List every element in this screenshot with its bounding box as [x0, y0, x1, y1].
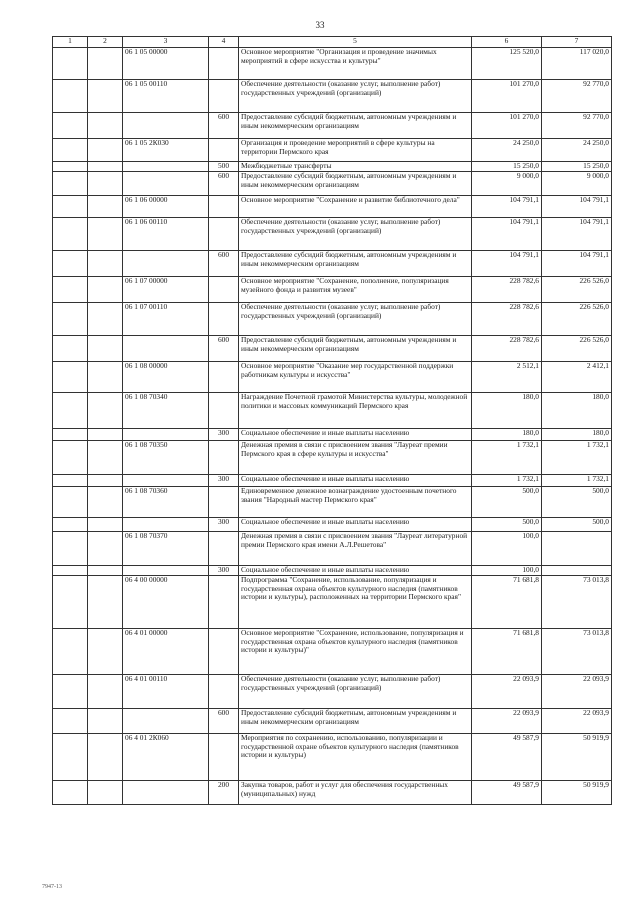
cell-name: Социальное обеспечение и иные выплаты населению [239, 475, 472, 487]
cell-col2 [88, 393, 123, 429]
cell-amount-1: 101 270,0 [472, 113, 542, 139]
cell-amount-1: 100,0 [472, 532, 542, 566]
table-row [53, 277, 612, 303]
cell-name: Закупка товаров, работ и услуг для обеспечения государственных (муниципальных) нужд [239, 781, 472, 805]
table-row [53, 518, 612, 532]
cell-col1 [53, 429, 88, 441]
cell-code: 06 1 05 2К030 [123, 139, 209, 162]
column-header: 3 [123, 37, 209, 48]
cell-col1 [53, 196, 88, 218]
cell-col2 [88, 475, 123, 487]
cell-code: 06 1 05 00110 [123, 80, 209, 113]
cell-amount-2: 50 919,9 [542, 781, 612, 805]
cell-code [123, 251, 209, 277]
cell-col2 [88, 172, 123, 196]
cell-col1 [53, 303, 88, 336]
cell-expense-type [209, 80, 239, 113]
cell-name: Социальное обеспечение и иные выплаты населению [239, 518, 472, 532]
column-header: 4 [209, 37, 239, 48]
cell-amount-2: 180,0 [542, 393, 612, 429]
cell-amount-1: 180,0 [472, 393, 542, 429]
cell-col2 [88, 629, 123, 675]
cell-name: Обеспечение деятельности (оказание услуг, выполнение работ) государственных учреждений (организаций) [239, 218, 472, 251]
cell-expense-type [209, 441, 239, 475]
cell-amount-2 [542, 532, 612, 566]
cell-code: 06 1 05 00000 [123, 48, 209, 80]
cell-expense-type [209, 734, 239, 781]
cell-code [123, 475, 209, 487]
cell-col2 [88, 566, 123, 576]
table-row [53, 441, 612, 475]
cell-name: Подпрограмма "Сохранение, использование, популяризация и государственная охрана объектов культурного наследия (памятников истории и культуры), расположенных на территории Пермского края" [239, 576, 472, 629]
cell-code: 06 1 06 00110 [123, 218, 209, 251]
cell-code: 06 1 08 00000 [123, 362, 209, 393]
table-row [53, 709, 612, 734]
cell-col2 [88, 196, 123, 218]
cell-expense-type: 600 [209, 251, 239, 277]
table-row [53, 734, 612, 781]
footer-code: 7947-13 [42, 884, 62, 890]
cell-expense-type [209, 393, 239, 429]
table-row [53, 475, 612, 487]
table-row [53, 336, 612, 362]
cell-col2 [88, 162, 123, 172]
cell-col2 [88, 576, 123, 629]
cell-code: 06 1 08 70350 [123, 441, 209, 475]
cell-col1 [53, 162, 88, 172]
cell-col2 [88, 303, 123, 336]
cell-code: 06 1 07 00110 [123, 303, 209, 336]
cell-amount-1: 1 732,1 [472, 475, 542, 487]
cell-code: 06 4 01 00000 [123, 629, 209, 675]
cell-expense-type: 600 [209, 709, 239, 734]
cell-name: Обеспечение деятельности (оказание услуг, выполнение работ) государственных учреждений (организаций) [239, 675, 472, 709]
table-row [53, 172, 612, 196]
table-row [53, 303, 612, 336]
cell-amount-2: 104 791,1 [542, 196, 612, 218]
cell-amount-2: 180,0 [542, 429, 612, 441]
cell-name: Предоставление субсидий бюджетным, автономным учреждениям и иным некоммерческим организациям [239, 336, 472, 362]
cell-amount-2: 1 732,1 [542, 475, 612, 487]
cell-col1 [53, 218, 88, 251]
cell-name: Основное мероприятие "Организация и проведение значимых мероприятий в сфере искусства и культуры" [239, 48, 472, 80]
cell-amount-2: 104 791,1 [542, 251, 612, 277]
cell-amount-2: 92 770,0 [542, 80, 612, 113]
cell-code [123, 113, 209, 139]
cell-col1 [53, 441, 88, 475]
table-row [53, 429, 612, 441]
cell-name: Организация и проведение мероприятий в сфере культуры на территории Пермского края [239, 139, 472, 162]
table-row [53, 566, 612, 576]
cell-name: Единовременное денежное вознаграждение удостоенным почетного звания "Народный мастер Пермского края" [239, 487, 472, 518]
cell-col1 [53, 139, 88, 162]
cell-amount-1: 101 270,0 [472, 80, 542, 113]
cell-amount-1: 104 791,1 [472, 251, 542, 277]
cell-amount-2: 117 020,0 [542, 48, 612, 80]
cell-expense-type: 300 [209, 566, 239, 576]
cell-name: Предоставление субсидий бюджетным, автономным учреждениям и иным некоммерческим организациям [239, 709, 472, 734]
column-header: 2 [88, 37, 123, 48]
cell-name: Социальное обеспечение и иные выплаты населению [239, 429, 472, 441]
cell-amount-1: 500,0 [472, 518, 542, 532]
cell-expense-type [209, 362, 239, 393]
cell-amount-1: 15 250,0 [472, 162, 542, 172]
table-row [53, 48, 612, 80]
cell-amount-2: 92 770,0 [542, 113, 612, 139]
cell-col1 [53, 48, 88, 80]
cell-expense-type: 600 [209, 113, 239, 139]
cell-expense-type: 300 [209, 429, 239, 441]
table-row [53, 675, 612, 709]
cell-col2 [88, 518, 123, 532]
cell-amount-1: 49 587,9 [472, 734, 542, 781]
cell-code: 06 4 01 00110 [123, 675, 209, 709]
cell-amount-1: 500,0 [472, 487, 542, 518]
cell-code: 06 4 01 2К060 [123, 734, 209, 781]
cell-name: Мероприятия по сохранению, использованию, популяризации и государственной охране объектов культурного наследия (памятников истории и культуры) [239, 734, 472, 781]
cell-col2 [88, 277, 123, 303]
table-row [53, 251, 612, 277]
cell-col1 [53, 518, 88, 532]
cell-expense-type [209, 675, 239, 709]
cell-col1 [53, 80, 88, 113]
cell-col2 [88, 532, 123, 566]
cell-amount-1: 104 791,1 [472, 218, 542, 251]
cell-code [123, 518, 209, 532]
cell-amount-1: 228 782,6 [472, 336, 542, 362]
cell-col1 [53, 487, 88, 518]
cell-code [123, 336, 209, 362]
table-row [53, 196, 612, 218]
cell-name: Денежная премия в связи с присвоением звания "Лауреат литературной премии Пермского края имени А.Л.Решетова" [239, 532, 472, 566]
table-row [53, 576, 612, 629]
table-row [53, 218, 612, 251]
cell-amount-2: 226 526,0 [542, 336, 612, 362]
cell-code: 06 1 08 70360 [123, 487, 209, 518]
cell-code: 06 4 00 00000 [123, 576, 209, 629]
cell-expense-type [209, 196, 239, 218]
cell-col1 [53, 734, 88, 781]
cell-amount-2: 24 250,0 [542, 139, 612, 162]
cell-col2 [88, 675, 123, 709]
table-row [53, 362, 612, 393]
cell-amount-2: 50 919,9 [542, 734, 612, 781]
cell-amount-2: 15 250,0 [542, 162, 612, 172]
cell-col2 [88, 429, 123, 441]
cell-amount-1: 22 093,9 [472, 675, 542, 709]
column-header: 7 [542, 37, 612, 48]
cell-col2 [88, 113, 123, 139]
cell-name: Обеспечение деятельности (оказание услуг, выполнение работ) государственных учреждений (организаций) [239, 80, 472, 113]
cell-expense-type: 300 [209, 475, 239, 487]
cell-amount-2: 2 412,1 [542, 362, 612, 393]
table-row [53, 781, 612, 805]
cell-name: Основное мероприятие "Сохранение, пополнение, популяризация музейного фонда и развития музеев" [239, 277, 472, 303]
cell-amount-1: 71 681,8 [472, 576, 542, 629]
cell-amount-1: 180,0 [472, 429, 542, 441]
cell-col2 [88, 336, 123, 362]
table-header-row [53, 37, 612, 48]
cell-col2 [88, 251, 123, 277]
cell-code: 06 1 06 00000 [123, 196, 209, 218]
cell-expense-type: 200 [209, 781, 239, 805]
cell-col2 [88, 139, 123, 162]
cell-code [123, 566, 209, 576]
cell-expense-type: 300 [209, 518, 239, 532]
cell-amount-1: 100,0 [472, 566, 542, 576]
cell-code [123, 781, 209, 805]
cell-expense-type: 600 [209, 336, 239, 362]
cell-amount-2: 73 013,8 [542, 576, 612, 629]
cell-col2 [88, 218, 123, 251]
cell-amount-2: 500,0 [542, 487, 612, 518]
cell-col2 [88, 80, 123, 113]
cell-col1 [53, 675, 88, 709]
table-body [53, 48, 612, 805]
cell-col2 [88, 48, 123, 80]
cell-expense-type [209, 487, 239, 518]
table-row [53, 113, 612, 139]
table-row [53, 139, 612, 162]
cell-col1 [53, 781, 88, 805]
cell-expense-type [209, 218, 239, 251]
cell-name: Награждение Почетной грамотой Министерства культуры, молодежной политики и массовых коммуникаций Пермского края [239, 393, 472, 429]
cell-col2 [88, 362, 123, 393]
cell-expense-type [209, 532, 239, 566]
cell-amount-2: 22 093,9 [542, 709, 612, 734]
cell-amount-2: 22 093,9 [542, 675, 612, 709]
column-header: 6 [472, 37, 542, 48]
cell-col2 [88, 487, 123, 518]
cell-code: 06 1 08 70340 [123, 393, 209, 429]
cell-code: 06 1 07 00000 [123, 277, 209, 303]
cell-col1 [53, 113, 88, 139]
cell-amount-1: 24 250,0 [472, 139, 542, 162]
cell-amount-1: 228 782,6 [472, 303, 542, 336]
cell-name: Предоставление субсидий бюджетным, автономным учреждениям и иным некоммерческим организациям [239, 113, 472, 139]
column-header: 1 [53, 37, 88, 48]
table-row [53, 80, 612, 113]
cell-expense-type [209, 576, 239, 629]
cell-col1 [53, 172, 88, 196]
cell-expense-type [209, 277, 239, 303]
cell-col1 [53, 277, 88, 303]
cell-col2 [88, 781, 123, 805]
table-row [53, 162, 612, 172]
budget-table [52, 36, 612, 805]
table-row [53, 629, 612, 675]
cell-code: 06 1 08 70370 [123, 532, 209, 566]
table-row [53, 532, 612, 566]
cell-expense-type: 500 [209, 162, 239, 172]
cell-amount-2: 73 013,8 [542, 629, 612, 675]
cell-col1 [53, 532, 88, 566]
cell-amount-1: 1 732,1 [472, 441, 542, 475]
cell-amount-2 [542, 566, 612, 576]
cell-name: Основное мероприятие "Оказание мер государственной поддержки работникам культуры и искусства" [239, 362, 472, 393]
cell-amount-1: 22 093,9 [472, 709, 542, 734]
cell-code [123, 172, 209, 196]
cell-name: Основное мероприятие "Сохранение и развитие библиотечного дела" [239, 196, 472, 218]
cell-amount-1: 49 587,9 [472, 781, 542, 805]
table-row [53, 487, 612, 518]
cell-col1 [53, 629, 88, 675]
cell-col2 [88, 709, 123, 734]
cell-code [123, 429, 209, 441]
cell-expense-type [209, 629, 239, 675]
cell-col1 [53, 566, 88, 576]
cell-col2 [88, 734, 123, 781]
cell-col1 [53, 576, 88, 629]
cell-name: Предоставление субсидий бюджетным, автономным учреждениям и иным некоммерческим организациям [239, 251, 472, 277]
cell-name: Социальное обеспечение и иные выплаты населению [239, 566, 472, 576]
cell-name: Предоставление субсидий бюджетным, автономным учреждениям и иным некоммерческим организациям [239, 172, 472, 196]
cell-code [123, 709, 209, 734]
cell-col1 [53, 709, 88, 734]
cell-col1 [53, 475, 88, 487]
cell-amount-1: 125 520,0 [472, 48, 542, 80]
cell-expense-type: 600 [209, 172, 239, 196]
page-number: 33 [315, 20, 325, 30]
cell-amount-1: 2 512,1 [472, 362, 542, 393]
cell-amount-1: 9 000,0 [472, 172, 542, 196]
cell-amount-2: 1 732,1 [542, 441, 612, 475]
cell-amount-1: 104 791,1 [472, 196, 542, 218]
cell-amount-2: 226 526,0 [542, 277, 612, 303]
cell-col1 [53, 362, 88, 393]
cell-amount-2: 500,0 [542, 518, 612, 532]
cell-name: Обеспечение деятельности (оказание услуг, выполнение работ) государственных учреждений (организаций) [239, 303, 472, 336]
cell-name: Денежная премия в связи с присвоением звания "Лауреат премии Пермского края в сфере культуры и искусства" [239, 441, 472, 475]
column-header: 5 [239, 37, 472, 48]
cell-name: Основное мероприятие "Сохранение, использование, популяризация и государственная охрана объектов культурного наследия (памятников истории и культуры)" [239, 629, 472, 675]
table-row [53, 393, 612, 429]
cell-amount-2: 104 791,1 [542, 218, 612, 251]
cell-expense-type [209, 48, 239, 80]
cell-col1 [53, 336, 88, 362]
cell-amount-1: 71 681,8 [472, 629, 542, 675]
cell-expense-type [209, 303, 239, 336]
cell-col1 [53, 393, 88, 429]
cell-col2 [88, 441, 123, 475]
cell-amount-2: 226 526,0 [542, 303, 612, 336]
cell-col1 [53, 251, 88, 277]
cell-amount-2: 9 000,0 [542, 172, 612, 196]
cell-expense-type [209, 139, 239, 162]
cell-amount-1: 228 782,6 [472, 277, 542, 303]
cell-code [123, 162, 209, 172]
cell-name: Межбюджетные трансферты [239, 162, 472, 172]
